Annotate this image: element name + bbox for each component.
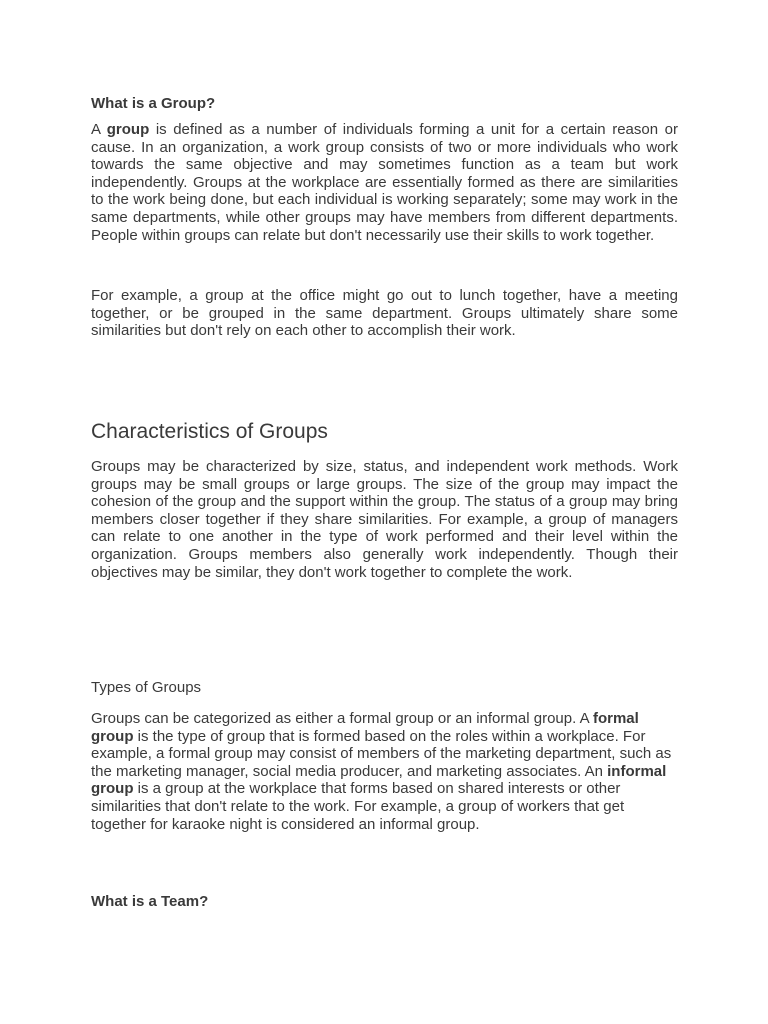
text-run: is a group at the workplace that forms based on shared interests or other similarities that don't relate to the work. For example, a group of workers that get together for karaoke night is considered an informal group. bbox=[91, 780, 625, 833]
paragraph-types-of-groups bbox=[91, 710, 681, 833]
heading-characteristics-of-groups: Characteristics of Groups bbox=[91, 420, 328, 443]
text-run: is defined as a number of individuals forming a unit for a certain reason or cause. In an organization, a work group consists of two or more individuals who work towards the same objective and may sometimes function as a team but work independently. Groups at the workplace are essentially formed as there are similarities to the work being done, but each individual is working separately; some may work in the same departments, while other groups may have members from different departments. People within groups can relate but don't necessarily use their skills to work together. bbox=[91, 121, 678, 244]
paragraph-group-example: For example, a group at the office might go out to lunch together, have a meeting together, or be grouped in the same department. Groups ultimately share some similarities but don't rely on each other to accomplish their work. bbox=[91, 287, 678, 340]
paragraph-group-definition bbox=[91, 121, 678, 244]
text-run: A bbox=[91, 121, 107, 138]
bold-term-informal-group: informal group bbox=[91, 762, 667, 798]
heading-what-is-a-group: What is a Group? bbox=[91, 95, 216, 112]
bold-term-formal-group: formal group bbox=[91, 710, 639, 745]
text-run: Groups can be categorized as either a formal group or an informal group. A bbox=[91, 710, 593, 727]
paragraph-characteristics: Groups may be characterized by size, status, and independent work methods. Work groups may be small groups or large groups. The size of the group may impact the cohesion of the group and the support within the group. The status of a group may bring members closer together if they share similarities. For example, a group of managers can relate to one another in the type of work performed and their level within the organization. Groups members also generally work independently. Though their objectives may be similar, they don't work together to complete the work. bbox=[91, 458, 678, 581]
text-run: is the type of group that is formed based on the roles within a workplace. For example, a formal group may consist of members of the marketing department, such as the marketing manager, social media producer, and marketing associates. An bbox=[91, 727, 672, 780]
bold-term-group: group bbox=[106, 121, 150, 138]
heading-what-is-a-team: What is a Team? bbox=[91, 893, 209, 910]
heading-types-of-groups: Types of Groups bbox=[91, 679, 202, 696]
